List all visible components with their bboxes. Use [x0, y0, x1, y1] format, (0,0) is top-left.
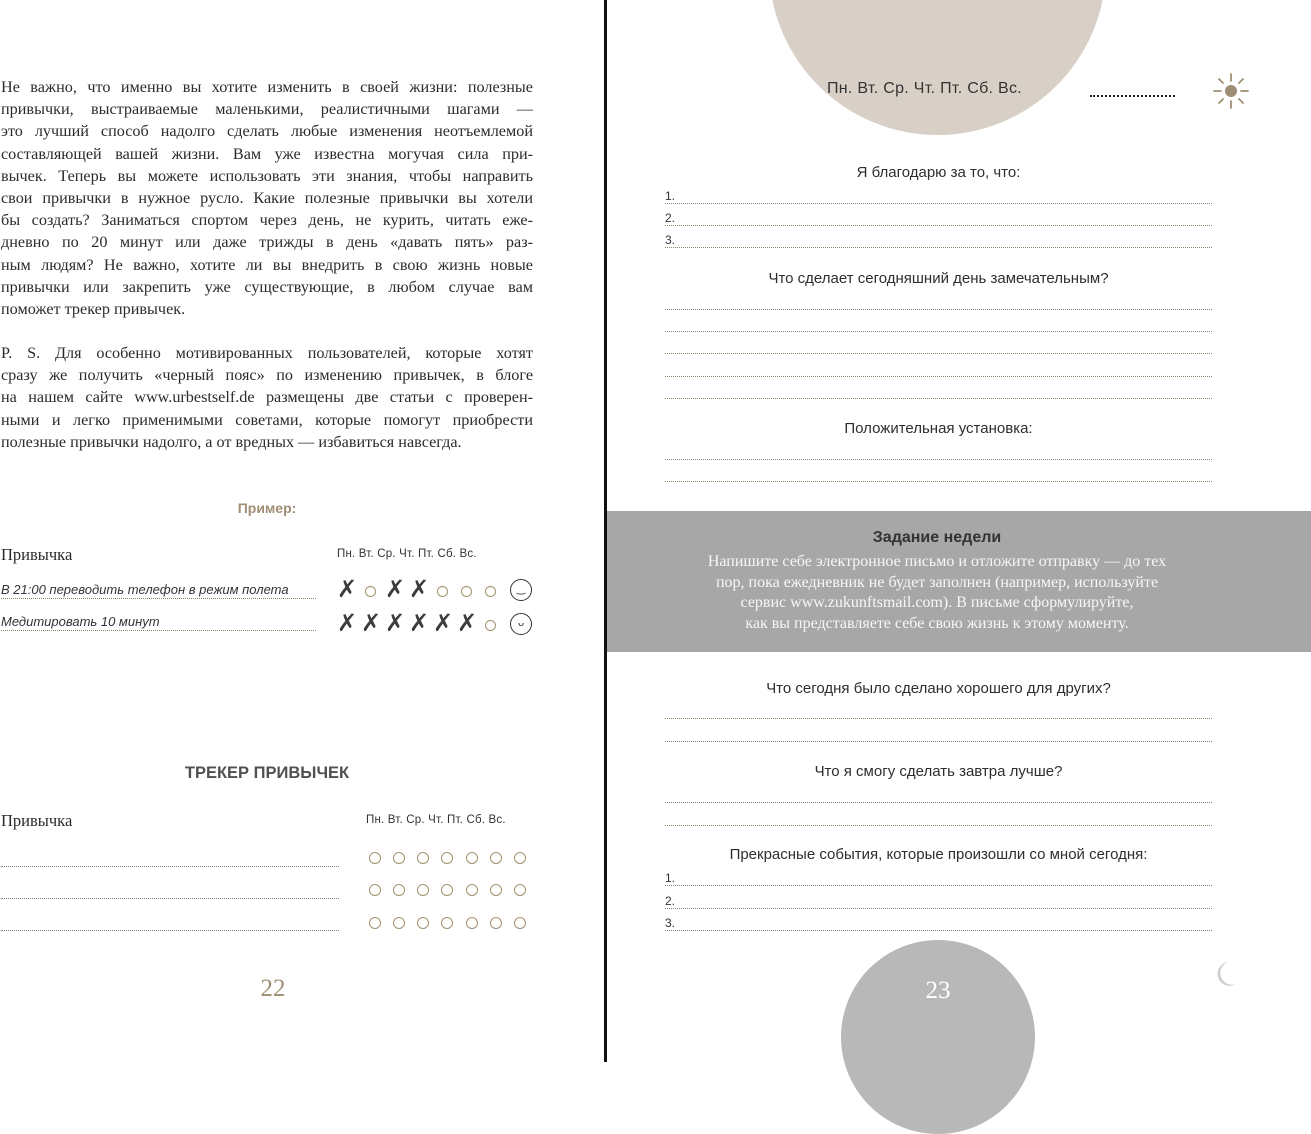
tracker-day-circle[interactable]: [441, 852, 453, 864]
paragraph-line: привычки или закрепить уже существующие, в любом случае вам: [1, 277, 533, 296]
good-for-others-line-1[interactable]: [665, 718, 1212, 719]
page-number-left: 22: [260, 975, 286, 1002]
checked-mark: ✗: [409, 610, 430, 637]
date-line[interactable]: [1090, 95, 1175, 97]
tracker-day-circle[interactable]: [441, 884, 453, 896]
better-tomorrow-question: Что я смогу сделать завтра лучше?: [814, 763, 1063, 780]
wonderful-events-question: Прекрасные события, которые произошли со мной сегодня:: [729, 846, 1148, 863]
good-for-others-question: Что сегодня было сделано хорошего для других?: [766, 680, 1111, 697]
weekly-task-title: Задание недели: [872, 529, 1002, 546]
tracker-day-circle[interactable]: [417, 884, 429, 896]
affirmation-question: Положительная установка:: [844, 420, 1033, 437]
decorative-circle-bottom: [841, 940, 1035, 1134]
paragraph-line: на нашем сайте www.urbestself.de размещены две статьи с проверен-: [1, 388, 533, 407]
paragraph-line: вычек. Теперь вы можете использовать эти знания, чтобы направить: [1, 166, 533, 185]
tracker-day-circle[interactable]: [369, 917, 381, 929]
paragraph-line: ными и легко применимыми советами, которые помогут приобрести: [1, 410, 533, 429]
checked-mark: ✗: [409, 576, 430, 603]
gratitude-line-3[interactable]: [665, 247, 1212, 248]
gratitude-line-1[interactable]: [665, 203, 1212, 204]
tracker-day-circle[interactable]: [514, 884, 526, 896]
weekly-task-text: [662, 552, 1212, 634]
checked-mark: ✗: [337, 610, 358, 637]
great-day-line-4[interactable]: [665, 376, 1212, 377]
tracker-day-circle[interactable]: [393, 884, 405, 896]
paragraph-line: поможет трекер привычек.: [1, 300, 186, 319]
gratitude-question: Я благодарю за то, что:: [856, 164, 1021, 181]
affirmation-line-2[interactable]: [665, 481, 1212, 482]
empty-circle: [437, 586, 448, 597]
events-line-3[interactable]: [665, 930, 1212, 931]
affirmation-line-1[interactable]: [665, 459, 1212, 460]
paragraph-line: сразу же получить «черный пояс» по изменению привычек, в блоге: [1, 366, 533, 385]
weekly-task-box: [607, 511, 1311, 652]
checked-mark: ✗: [457, 610, 478, 637]
paragraph-line: свои привычки в нужное русло. Какие полезные привычки вы хотели: [1, 189, 533, 208]
tracker-day-circle[interactable]: [417, 852, 429, 864]
tracker-day-circle[interactable]: [393, 917, 405, 929]
events-number-2: 2.: [665, 894, 676, 908]
tracker-day-circle[interactable]: [514, 917, 526, 929]
events-line-1[interactable]: [665, 885, 1212, 886]
events-line-2[interactable]: [665, 908, 1212, 909]
paragraph-line: P. S. Для особенно мотивированных пользователей, которые хотят: [1, 344, 533, 362]
checked-mark: ✗: [361, 610, 382, 637]
tracker-day-circle[interactable]: [514, 852, 526, 864]
tracker-day-circle[interactable]: [417, 917, 429, 929]
example-row-1-text: В 21:00 переводить телефон в режим полета: [1, 582, 316, 599]
better-tomorrow-line-1[interactable]: [665, 802, 1212, 803]
gratitude-number-2: 2.: [665, 211, 676, 225]
weekly-task-line: как вы представляете себе свою жизнь к этому моменту.: [745, 614, 1129, 632]
good-for-others-line-2[interactable]: [665, 741, 1212, 742]
tracker-day-circle[interactable]: [490, 917, 502, 929]
tracker-day-circle[interactable]: [441, 917, 453, 929]
sun-icon: [1212, 72, 1250, 110]
tracker-title: ТРЕКЕР ПРИВЫЧЕК: [184, 764, 350, 782]
empty-circle: [461, 586, 472, 597]
tracker-day-circle[interactable]: [369, 884, 381, 896]
gratitude-line-2[interactable]: [665, 225, 1212, 226]
tracker-day-circle[interactable]: [466, 852, 478, 864]
great-day-line-5[interactable]: [665, 398, 1212, 399]
tracker-day-circle[interactable]: [466, 884, 478, 896]
paragraph-line: дневно по 20 минут или даже трижды в день «давать пять» раз-: [1, 233, 533, 252]
events-number-1: 1.: [665, 871, 676, 885]
tracker-line-1[interactable]: [1, 866, 339, 867]
tracker-days-header: Пн. Вт. Ср. Чт. Пт. Сб. Вс.: [366, 814, 506, 826]
checked-mark: ✗: [433, 610, 454, 637]
paragraph-line: ным людям? Не важно, хотите ли вы внедрить в свою жизнь новые: [1, 255, 533, 274]
checked-mark: ✗: [385, 610, 406, 637]
example-title: Пример:: [237, 500, 297, 516]
weekday-selector[interactable]: Пн. Вт. Ср. Чт. Пт. Сб. Вс.: [827, 80, 1023, 97]
smiley-icon: ᴗ: [510, 613, 532, 635]
paragraph-line: Не важно, что именно вы хотите изменить в своей жизни: полезные: [1, 78, 533, 96]
paragraph-line: привычки, выстраиваемые маленькими, реалистичными шагами —: [1, 100, 533, 119]
great-day-line-1[interactable]: [665, 309, 1212, 310]
weekly-task-line: Напишите себе электронное письмо и отложите отправку — до тех: [707, 553, 1167, 570]
great-day-line-3[interactable]: [665, 353, 1212, 354]
paragraph-line: это лучший способ надолго сделать любые изменения неотъемлемой: [1, 122, 533, 141]
ps-paragraph: [1, 342, 533, 453]
moon-icon: [1208, 958, 1240, 990]
tracker-day-circle[interactable]: [369, 852, 381, 864]
empty-circle: [365, 586, 376, 597]
tracker-line-2[interactable]: [1, 898, 339, 899]
decorative-circle-top: [769, 0, 1106, 135]
events-number-3: 3.: [665, 916, 676, 930]
tracker-habit-label: Привычка: [1, 811, 73, 830]
paragraph-line: полезные привычки надолго, а от вредных — избавиться навсегда.: [1, 432, 462, 451]
weekly-task-line: сервис www.zukunftsmail.com). В письме сформулируйте,: [740, 594, 1134, 611]
paragraph-line: бы создать? Заниматься спортом через день, не курить, читать еже-: [1, 211, 533, 230]
great-day-line-2[interactable]: [665, 331, 1212, 332]
paragraph-line: составляющей вашей жизни. Вам уже известна могучая сила при-: [1, 144, 533, 163]
empty-circle: [485, 620, 496, 631]
checked-mark: ✗: [337, 576, 358, 603]
intro-paragraph: [1, 76, 533, 320]
example-days-header: Пн. Вт. Ср. Чт. Пт. Сб. Вс.: [337, 548, 477, 560]
empty-circle: [485, 586, 496, 597]
example-habit-label: Привычка: [1, 545, 73, 564]
weekly-task-line: пор, пока ежедневник не будет заполнен (например, используйте: [715, 573, 1159, 591]
tracker-day-circle[interactable]: [490, 884, 502, 896]
tracker-day-circle[interactable]: [393, 852, 405, 864]
checked-mark: ✗: [385, 576, 406, 603]
tracker-day-circle[interactable]: [466, 917, 478, 929]
great-day-question: Что сделает сегодняшний день замечательным?: [768, 270, 1109, 287]
page-number-right: 23: [925, 977, 951, 1004]
example-row-2-text: Медитировать 10 минут: [1, 614, 316, 631]
smiley-icon: ‿: [510, 579, 532, 601]
gratitude-number-1: 1.: [665, 189, 676, 203]
better-tomorrow-line-2[interactable]: [665, 825, 1212, 826]
tracker-line-3[interactable]: [1, 930, 339, 931]
tracker-day-circle[interactable]: [490, 852, 502, 864]
gratitude-number-3: 3.: [665, 233, 676, 247]
